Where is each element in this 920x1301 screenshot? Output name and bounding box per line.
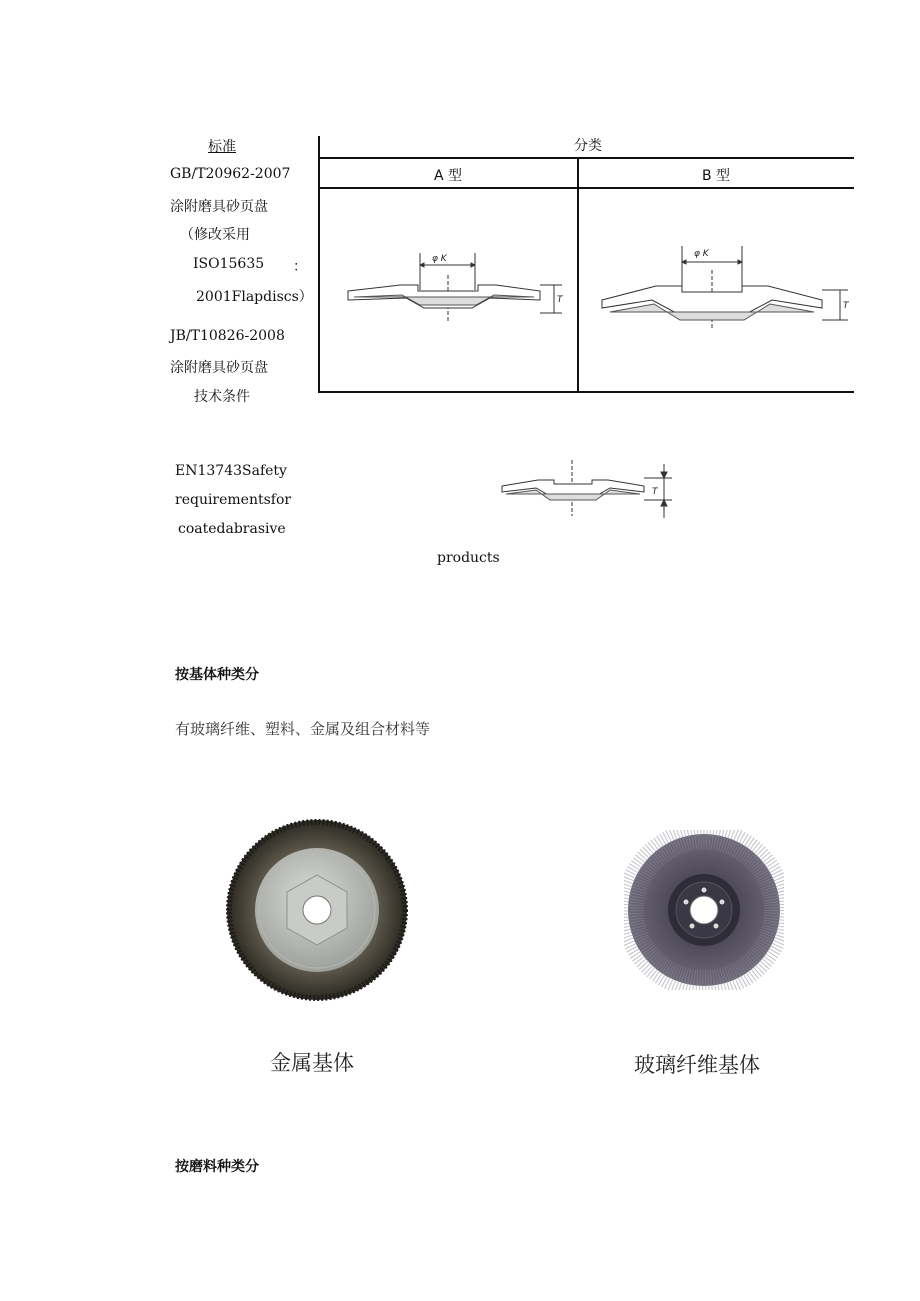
type-a-flap-disc-diagram (340, 245, 570, 325)
jb-standard-title: 涂附磨具砂页盘 (170, 360, 268, 376)
type-b-flap-disc-diagram (596, 240, 856, 330)
gb-standard-code: GB/T20962-2007 (170, 166, 291, 182)
en-flap-disc-diagram (496, 458, 686, 524)
en-standard-line-3: coatedabrasive (178, 521, 286, 537)
type-a-header: A 型 (433, 168, 463, 184)
base-type-description: 有玻璃纤维、塑料、金属及组合材料等 (175, 720, 431, 738)
gb-iso-ref: ISO15635 (193, 256, 265, 272)
standard-header: 标准 (208, 139, 236, 155)
metal-base-caption: 金属基体 (270, 1051, 354, 1075)
gb-standard-note: （修改采用 (180, 227, 250, 243)
en-dim-t: T (652, 487, 658, 497)
jb-standard-title-2: 技术条件 (194, 389, 250, 405)
type-a-dim-t: T (557, 295, 563, 305)
gb-standard-title: 涂附磨具砂页盘 (170, 199, 268, 215)
table-left-border (318, 136, 320, 392)
en-standard-line-4: products (437, 550, 500, 566)
abrasive-type-heading: 按磨料种类分 (175, 1159, 259, 1175)
fiberglass-base-flap-disc-image (624, 830, 784, 990)
classification-header: 分类 (574, 138, 602, 154)
fiberglass-base-caption: 玻璃纤维基体 (634, 1053, 760, 1077)
base-type-heading: 按基体种类分 (175, 667, 259, 683)
table-bottom-border (318, 391, 854, 393)
gb-iso-note: 2001Flapdiscs） (196, 289, 313, 305)
table-type-divider (318, 187, 854, 189)
type-b-dim-k: φ K (694, 249, 709, 259)
table-header-divider (318, 157, 854, 159)
table-type-separator (577, 157, 579, 392)
metal-base-flap-disc-image (222, 815, 412, 1005)
en-standard-line-1: EN13743Safety (175, 463, 287, 479)
jb-standard-code: JB/T10826-2008 (170, 328, 285, 344)
type-a-dim-k: φ K (432, 254, 447, 264)
en-standard-line-2: requirementsfor (175, 492, 292, 508)
type-b-dim-t: T (843, 301, 849, 311)
type-b-header: B 型 (701, 168, 731, 184)
gb-iso-colon: ： (293, 259, 307, 275)
